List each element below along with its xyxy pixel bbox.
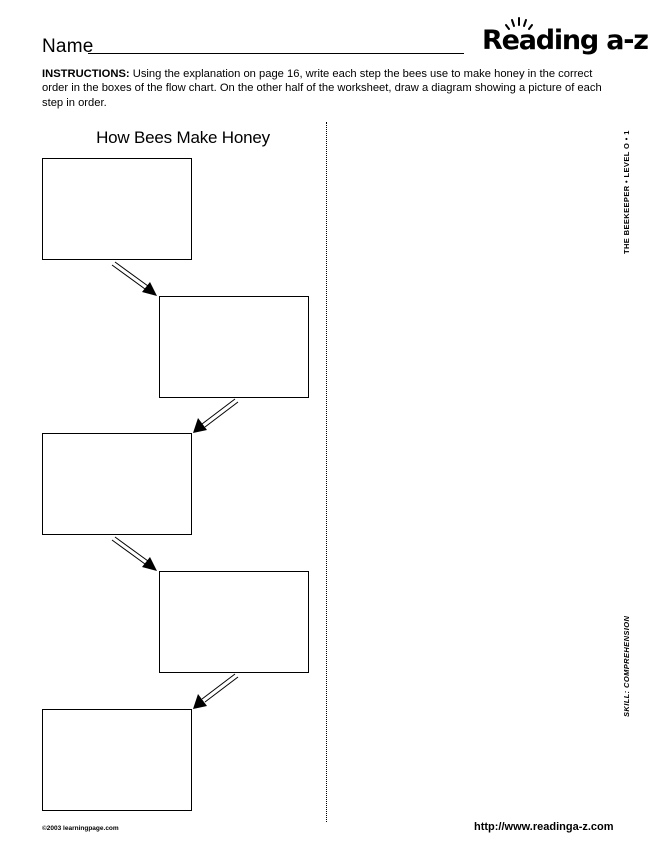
arrow-3-to-4 xyxy=(112,537,157,571)
logo-text: Reading a-z xyxy=(482,25,648,56)
footer-copyright: ©2003 learningpage.com xyxy=(42,825,119,832)
instructions-lead: INSTRUCTIONS: xyxy=(42,68,130,80)
flowchart-step-box-1[interactable] xyxy=(42,158,192,260)
name-label: Name xyxy=(42,36,94,57)
arrow-4-to-5 xyxy=(193,674,238,709)
flowchart-step-box-5[interactable] xyxy=(42,709,192,811)
flowchart-title: How Bees Make Honey xyxy=(96,128,270,147)
side-skill-label: SKILL: COMPREHENSION xyxy=(622,615,631,717)
flowchart-step-box-3[interactable] xyxy=(42,433,192,535)
side-book-level: THE BEEKEEPER • LEVEL O • 1 xyxy=(622,130,631,254)
flowchart-step-box-4[interactable] xyxy=(159,571,309,673)
instructions-body: Using the explanation on page 16, write each step the bees use to make honey in the correct order in the boxes of the flow chart. On the other half of the worksheet, draw a diagram showing a picture of each step in order. xyxy=(42,68,602,109)
flowchart-step-box-2[interactable] xyxy=(159,296,309,398)
arrow-2-to-3 xyxy=(193,399,238,433)
arrow-1-to-2 xyxy=(112,262,157,296)
instructions xyxy=(42,67,602,110)
name-line[interactable] xyxy=(88,53,464,54)
footer-url[interactable]: http://www.readinga-z.com xyxy=(474,821,614,833)
dotted-divider xyxy=(326,122,327,822)
